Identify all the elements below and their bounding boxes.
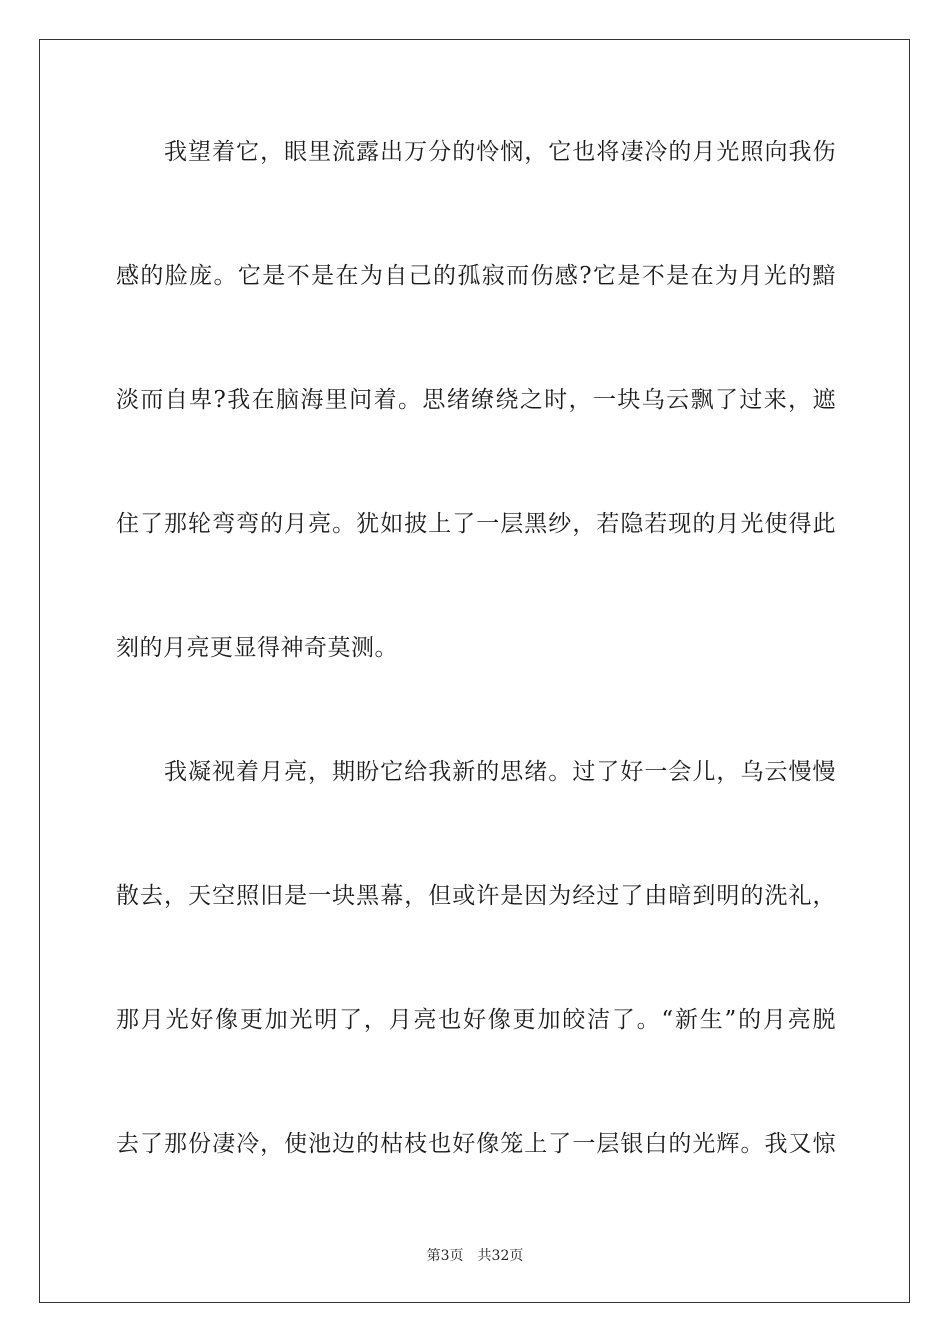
page-footer bbox=[0, 1247, 950, 1265]
paragraph-1-line-1: 我望着它，眼里流露出万分的怜悯，它也将凄冷的月光照向我伤 bbox=[164, 139, 836, 165]
paragraph-2-line-3: 那月光好像更加光明了，月亮也好像更加皎洁了。“新生”的月亮脱 bbox=[116, 1007, 836, 1033]
paragraph-1-line-3: 淡而自卑?我在脑海里问着。思绪缭绕之时，一块乌云飘了过来，遮 bbox=[116, 387, 836, 413]
page-number: 第3页 bbox=[426, 1248, 464, 1264]
paragraph-2-line-1: 我凝视着月亮，期盼它给我新的思绪。过了好一会儿，乌云慢慢 bbox=[164, 759, 836, 785]
total-pages: 共32页 bbox=[477, 1248, 524, 1264]
paragraph-2-line-2: 散去，天空照旧是一块黑幕，但或许是因为经过了由暗到明的洗礼， bbox=[116, 883, 836, 909]
paragraph-1-line-2: 感的脸庞。它是不是在为自己的孤寂而伤感?它是不是在为月光的黯 bbox=[116, 263, 836, 289]
paragraph-1-line-4: 住了那轮弯弯的月亮。犹如披上了一层黑纱，若隐若现的月光使得此 bbox=[116, 511, 836, 537]
paragraph-2-line-4: 去了那份凄冷，使池边的枯枝也好像笼上了一层银白的光辉。我又惊 bbox=[116, 1131, 836, 1157]
paragraph-1-line-5: 刻的月亮更显得神奇莫测。 bbox=[116, 635, 398, 661]
page-border bbox=[39, 39, 910, 1303]
